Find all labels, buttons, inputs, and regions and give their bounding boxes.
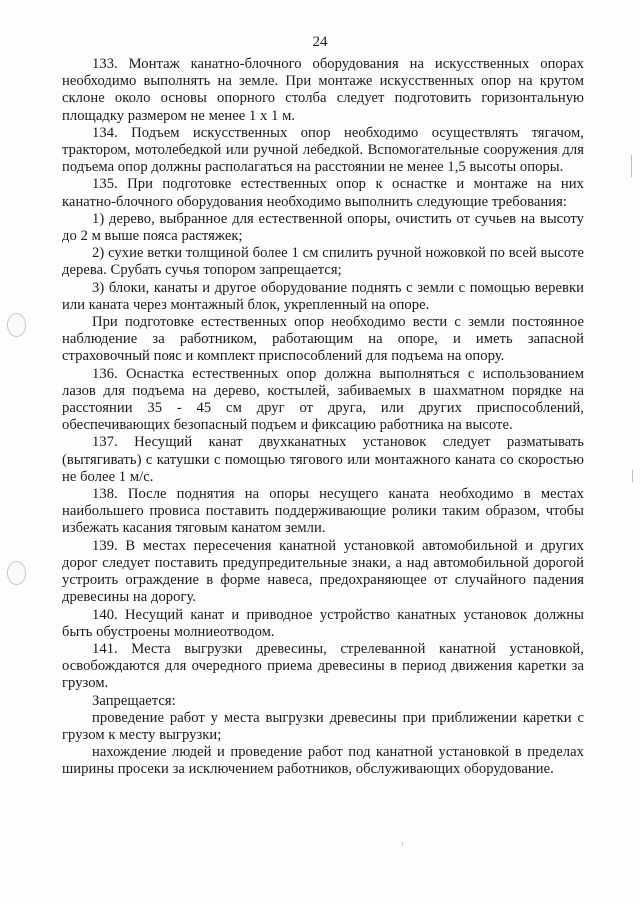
paragraph-137: 137. Несущий канат двухканатных установок следует разматывать (вытягивать) с катушки с помощью тягового или монтажного каната со скоростью не более 1 м/с. (62, 434, 584, 485)
list-item-2: 2) сухие ветки толщиной более 1 см спилить ручной ножовкой по всей высоте дерева. Срубать сучья топором запрещается; (62, 245, 584, 279)
paragraph-139: 139. В местах пересечения канатной установкой автомобильной и других дорог следует поставить предупредительные знаки, а над автомобильной дорогой устроить ограждение в форме навеса, предохраняющее от случайного падения древесины на дорогу. (62, 537, 584, 606)
scan-artifact (402, 842, 403, 845)
scan-artifact (631, 155, 632, 177)
paragraph-140: 140. Несущий канат и приводное устройство канатных установок должны быть обустроены молниеотводом. (62, 606, 584, 640)
prohibited-heading: Запрещается: (92, 692, 176, 709)
paragraph-138: 138. После поднятия на опоры несущего каната необходимо в местах наибольшего провиса поставить поддерживающие ролики таким образом, чтобы избежать касания тяговым канатом земли. (62, 486, 584, 537)
paragraph-134: 134. Подъем искусственных опор необходимо осуществлять тягачом, трактором, мотолебедкой или ручной лебедкой. Вспомогательные сооружения для подъема опор должны располагаться на расстоянии не менее 1,5 высоты опоры. (62, 124, 584, 176)
punch-hole-mark (7, 561, 26, 585)
list-item-1: 1) дерево, выбранное для естественной опоры, очистить от сучьев на высоту до 2 м выше пояса растяжек; (62, 210, 584, 245)
page-number: 24 (312, 34, 328, 50)
prohibited-item-1: проведение работ у места выгрузки древесины при приближении каретки с грузом к месту выгрузки; (62, 709, 584, 743)
document-body (62, 56, 584, 779)
list-item-3: 3) блоки, канаты и другое оборудование поднять с земли с помощью веревки или каната через монтажный блок, укрепленный на опоре. (62, 279, 584, 313)
scan-artifact (632, 470, 633, 482)
paragraph-observation: При подготовке естественных опор необходимо вести с земли постоянное наблюдение за работником, работающим на опоре, и иметь запасной страховочный пояс и комплект приспособлений для подъема на опору. (62, 314, 584, 365)
prohibited-item-2: нахождение людей и проведение работ под канатной установкой в пределах ширины просеки за исключением работников, обслуживающих оборудование. (62, 744, 584, 778)
punch-hole-mark (7, 313, 26, 337)
paragraph-133: 133. Монтаж канатно-блочного оборудования на искусственных опорах необходимо выполнять на земле. При монтаже искусственных опор на крутом склоне около основы опорного столба следует подготовить горизонтальную площадку размером не менее 1 х 1 м. (62, 56, 584, 124)
paragraph-135: 135. При подготовке естественных опор к оснастке и монтаже на них канатно-блочного оборудования необходимо выполнить следующие требования: (62, 176, 584, 210)
paragraph-136: 136. Оснастка естественных опор должна выполняться с использованием лазов для подъема на дерево, костылей, забиваемых в шахматном порядке на расстоянии 35 - 45 см друг от друга, или других приспособлений, обеспечивающих безопасный подъем и фиксацию работника на высоте. (62, 365, 584, 434)
paragraph-141: 141. Места выгрузки древесины, стрелеванной канатной установкой, освобождаются для очередного приема древесины в период движения каретки за грузом. (62, 640, 584, 692)
